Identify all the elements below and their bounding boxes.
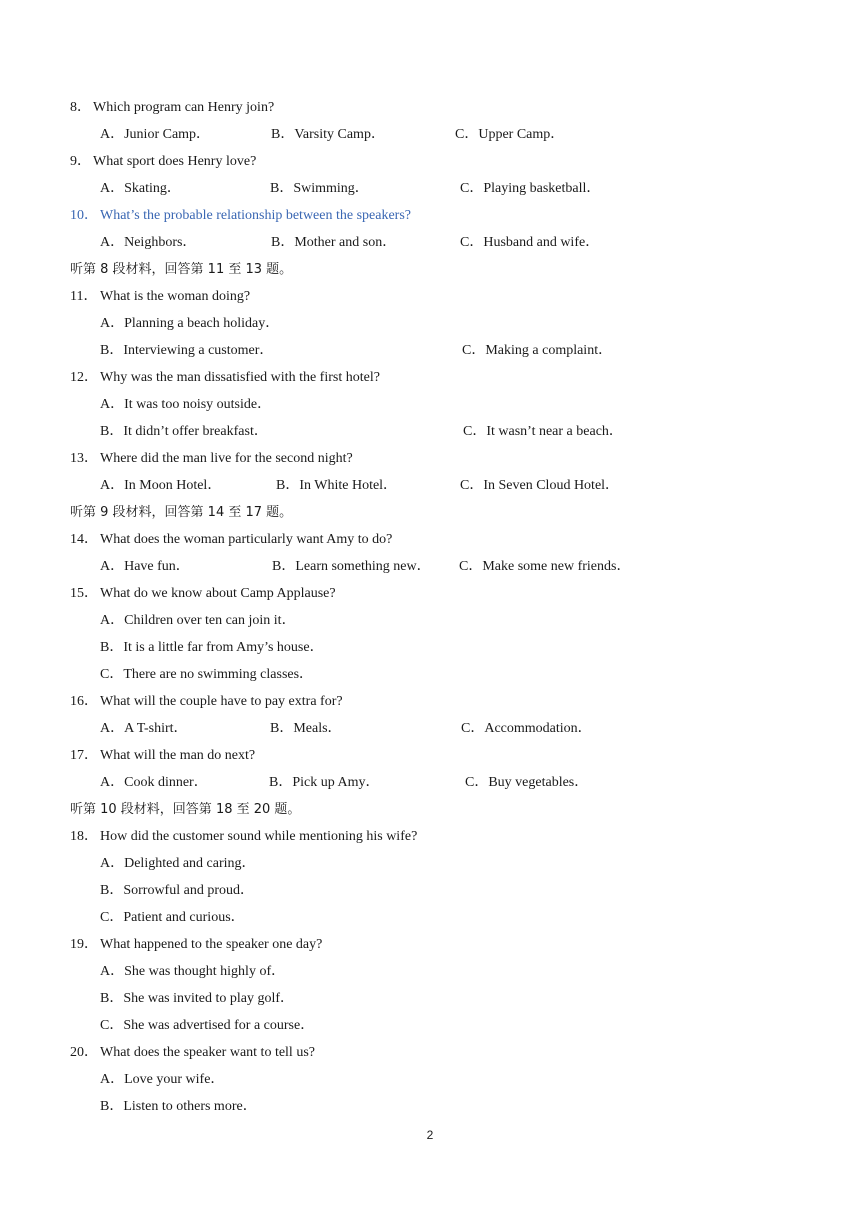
option-a[interactable]: A．Skating． xyxy=(100,181,181,196)
option-c[interactable]: C．Upper Camp． xyxy=(455,127,565,142)
option-c[interactable]: C．Accommodation． xyxy=(461,721,592,736)
section-instruction: 听第 10 段材料，回答第 18 至 20 题。 xyxy=(70,802,301,817)
question-text: What does the woman particularly want Amy to do? xyxy=(100,532,393,547)
option-b[interactable]: B．Listen to others more． xyxy=(100,1099,257,1114)
question-number: 18． xyxy=(70,829,98,844)
option-b[interactable]: B．Pick up Amy． xyxy=(269,775,380,790)
option-a[interactable]: A．She was thought highly of． xyxy=(100,964,286,979)
option-c[interactable]: C．Buy vegetables． xyxy=(465,775,589,790)
question-text: What’s the probable relationship between the speakers? xyxy=(100,208,411,223)
question-text: What sport does Henry love? xyxy=(93,154,257,169)
question-text: Where did the man live for the second night? xyxy=(100,451,353,466)
question-number: 15． xyxy=(70,586,98,601)
option-b[interactable]: B．Mother and son． xyxy=(271,235,397,250)
option-b[interactable]: B．Swimming． xyxy=(270,181,369,196)
question-number: 20． xyxy=(70,1045,98,1060)
option-b[interactable]: B．Varsity Camp． xyxy=(271,127,385,142)
question-text: What happened to the speaker one day? xyxy=(100,937,323,952)
question-number: 19． xyxy=(70,937,98,952)
option-a[interactable]: A．Delighted and caring． xyxy=(100,856,256,871)
question-text: Which program can Henry join? xyxy=(93,100,275,115)
question-text: What will the man do next? xyxy=(100,748,256,763)
option-a[interactable]: A．It was too noisy outside． xyxy=(100,397,272,412)
question-text: What will the couple have to pay extra for? xyxy=(100,694,343,709)
question-number: 12． xyxy=(70,370,98,385)
question-text: What does the speaker want to tell us? xyxy=(100,1045,315,1060)
question-number: 13． xyxy=(70,451,98,466)
option-b[interactable]: B．Meals． xyxy=(270,721,342,736)
option-b[interactable]: B．It didn’t offer breakfast． xyxy=(100,424,268,439)
option-b[interactable]: B．It is a little far from Amy’s house． xyxy=(100,640,324,655)
option-c[interactable]: C．Playing basketball． xyxy=(460,181,601,196)
option-c[interactable]: C．There are no swimming classes． xyxy=(100,667,314,682)
option-c[interactable]: C．Patient and curious． xyxy=(100,910,245,925)
question-number: 10． xyxy=(70,208,98,223)
question-text: Why was the man dissatisfied with the first hotel? xyxy=(100,370,380,385)
option-b[interactable]: B．Sorrowful and proud． xyxy=(100,883,254,898)
option-b[interactable]: B．Learn something new． xyxy=(272,559,431,574)
option-c[interactable]: C．In Seven Cloud Hotel． xyxy=(460,478,620,493)
option-c[interactable]: C．Husband and wife． xyxy=(460,235,600,250)
question-text: What do we know about Camp Applause? xyxy=(100,586,336,601)
option-a[interactable]: A．Have fun． xyxy=(100,559,190,574)
option-c[interactable]: C．It wasn’t near a beach． xyxy=(463,424,623,439)
option-a[interactable]: A．Cook dinner． xyxy=(100,775,208,790)
question-number: 9． xyxy=(70,154,91,169)
option-b[interactable]: B．Interviewing a customer． xyxy=(100,343,274,358)
option-a[interactable]: A．A T-shirt． xyxy=(100,721,188,736)
option-c[interactable]: C．She was advertised for a course． xyxy=(100,1018,315,1033)
question-text: How did the customer sound while mentioning his wife? xyxy=(100,829,418,844)
question-number: 14． xyxy=(70,532,98,547)
option-a[interactable]: A．Neighbors． xyxy=(100,235,197,250)
page-number: 2 xyxy=(426,1128,434,1142)
question-text: What is the woman doing? xyxy=(100,289,251,304)
section-instruction: 听第 9 段材料，回答第 14 至 17 题。 xyxy=(70,505,293,520)
option-c[interactable]: C．Make some new friends． xyxy=(459,559,631,574)
question-number: 11． xyxy=(70,289,98,304)
option-a[interactable]: A．Junior Camp． xyxy=(100,127,211,142)
section-instruction: 听第 8 段材料，回答第 11 至 13 题。 xyxy=(70,262,293,277)
question-number: 8． xyxy=(70,100,91,115)
option-a[interactable]: A．In Moon Hotel． xyxy=(100,478,222,493)
option-a[interactable]: A．Planning a beach holiday． xyxy=(100,316,280,331)
option-a[interactable]: A．Children over ten can join it． xyxy=(100,613,296,628)
question-number: 16． xyxy=(70,694,98,709)
option-a[interactable]: A．Love your wife． xyxy=(100,1072,225,1087)
option-c[interactable]: C．Making a complaint． xyxy=(462,343,613,358)
option-b[interactable]: B．She was invited to play golf． xyxy=(100,991,295,1006)
option-b[interactable]: B．In White Hotel． xyxy=(276,478,398,493)
question-number: 17． xyxy=(70,748,98,763)
